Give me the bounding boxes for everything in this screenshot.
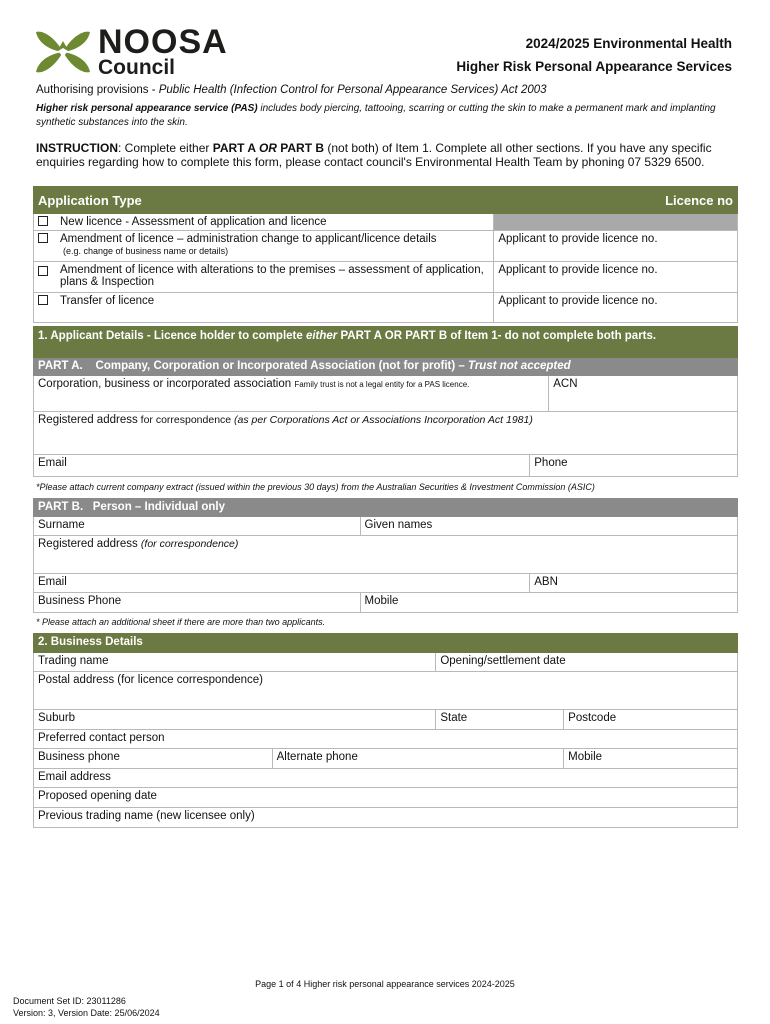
checkbox-amendment-premises[interactable]	[38, 266, 48, 276]
document-set-id: Document Set ID: 23011286	[13, 996, 126, 1006]
part-a-title: Company, Corporation or Incorporated Association (not for profit) –	[95, 360, 468, 372]
instruction-part-a: PART A	[212, 141, 259, 155]
part-a-label: PART A.	[38, 360, 83, 372]
option-label: Amendment of licence – administration change to applicant/licence details	[60, 233, 437, 245]
option-label: Transfer of licence	[60, 295, 155, 307]
registered-address-for: for correspondence	[137, 414, 235, 426]
authorising-prefix: Authorising provisions -	[36, 84, 159, 96]
surname-field[interactable]: Surname	[34, 517, 361, 536]
given-names-field[interactable]: Given names	[360, 517, 737, 536]
section-1-heading-text: 1. Applicant Details - Licence holder to complete	[38, 330, 306, 342]
applicant-details-table	[33, 326, 738, 477]
licence-no-cell-disabled	[494, 214, 738, 231]
registered-address-note: (as per Corporations Act or Associations Incorporation Act 1981)	[234, 414, 533, 426]
business-phone-field[interactable]: Business phone	[34, 749, 273, 769]
postcode-field[interactable]: Postcode	[564, 710, 738, 730]
asic-footnote: *Please attach current company extract (issued within the previous 30 days) from the Australian Securities & Investment Commission (ASIC)	[36, 482, 595, 492]
alternate-phone-field[interactable]: Alternate phone	[272, 749, 564, 769]
trading-name-field[interactable]: Trading name	[34, 653, 436, 672]
contact-person-field[interactable]: Preferred contact person	[34, 730, 738, 749]
registered-address-field[interactable]	[34, 412, 738, 455]
registered-address-label: Registered address	[38, 414, 138, 426]
instruction-part-b: PART B	[276, 141, 325, 155]
instruction	[36, 141, 736, 169]
mobile-field-b[interactable]: Mobile	[360, 593, 737, 613]
application-type-table	[33, 186, 738, 323]
leaf-emblem-icon	[34, 26, 92, 78]
noosa-council-logo	[34, 23, 249, 79]
title-line-1: 2024/2025 Environmental Health	[525, 36, 732, 51]
phone-field-a[interactable]: Phone	[530, 455, 738, 477]
licence-no-heading: Licence no	[494, 187, 738, 214]
section-1-heading-rest: PART A OR PART B of Item 1- do not complete both parts.	[337, 330, 657, 342]
instruction-text-1: : Complete either	[118, 141, 213, 155]
licence-no-field[interactable]: Applicant to provide licence no.	[494, 293, 738, 323]
option-label: New licence - Assessment of application and licence	[60, 216, 327, 228]
logo-noosa-text: NOOSA	[98, 23, 228, 61]
instruction-text-2: (not both) of Item 1. Complete all other sections. If you have any specific enquiries regarding how to complete this form, please contact council's Environmental Health Team by phoning 07 5329 6500.	[36, 141, 712, 169]
mobile-field[interactable]: Mobile	[564, 749, 738, 769]
document-meta	[13, 995, 160, 1019]
opening-date-field[interactable]: Opening/settlement date	[436, 653, 738, 672]
pas-term: Higher risk personal appearance service (PAS)	[36, 103, 258, 114]
registered-address-b-label: Registered address	[38, 538, 141, 550]
proposed-opening-date-field[interactable]: Proposed opening date	[34, 788, 738, 808]
business-phone-field-b[interactable]: Business Phone	[34, 593, 361, 613]
registered-address-field-b[interactable]	[34, 536, 738, 574]
option-row	[34, 214, 494, 231]
pas-definition: includes body piercing, tattooing, scarring or cutting the skin to make a permanent mark and implanting synthetic substances into the skin.	[36, 103, 716, 128]
email-address-field[interactable]: Email address	[34, 769, 738, 788]
postal-address-field[interactable]: Postal address (for licence correspondence)	[34, 672, 738, 710]
part-a-heading	[34, 358, 738, 376]
suburb-field[interactable]: Suburb	[34, 710, 436, 730]
authorising-provisions	[36, 84, 547, 96]
checkbox-transfer[interactable]	[38, 295, 48, 305]
part-b-label: PART B.	[38, 501, 84, 513]
email-field-b[interactable]: Email	[34, 574, 530, 593]
authorising-act: Public Health (Infection Control for Personal Appearance Services) Act 2003	[158, 84, 547, 96]
checkbox-amendment-admin[interactable]	[38, 233, 48, 243]
checkbox-new-licence[interactable]	[38, 216, 48, 226]
trust-not-accepted: Trust not accepted	[468, 360, 571, 372]
previous-trading-name-field[interactable]: Previous trading name (new licensee only)	[34, 808, 738, 828]
option-label: Amendment of licence with alterations to the premises – assessment of application, plans & Inspection	[60, 264, 484, 288]
page-footer: Page 1 of 4 Higher risk personal appearance services 2024-2025	[255, 979, 515, 989]
abn-field[interactable]: ABN	[530, 574, 738, 593]
licence-no-field[interactable]: Applicant to provide licence no.	[494, 262, 738, 293]
title-line-2: Higher Risk Personal Appearance Services	[456, 59, 732, 74]
section-2-heading: 2. Business Details	[34, 634, 738, 653]
additional-sheet-footnote: * Please attach an additional sheet if there are more than two applicants.	[36, 617, 326, 627]
application-type-heading: Application Type	[34, 187, 494, 214]
instruction-or: OR	[258, 141, 277, 155]
option-row	[34, 293, 494, 323]
version-info: Version: 3, Version Date: 25/06/2024	[13, 1008, 160, 1018]
pas-description	[36, 102, 736, 130]
option-note: (e.g. change of business name or details)	[63, 246, 229, 256]
section-1-heading	[34, 327, 738, 358]
email-field-a[interactable]: Email	[34, 455, 530, 477]
business-details-table	[33, 633, 738, 828]
part-b-title: Person – Individual only	[92, 501, 226, 513]
registered-address-b-note: (for correspondence)	[140, 538, 239, 550]
part-b-heading	[34, 499, 738, 517]
section-1-either: either	[305, 330, 338, 342]
corporation-field[interactable]	[34, 376, 549, 412]
part-b-table	[33, 498, 738, 613]
instruction-label: INSTRUCTION	[36, 141, 118, 155]
corporation-label: Corporation, business or incorporated association	[38, 378, 292, 390]
corporation-note: Family trust is not a legal entity for a PAS licence.	[294, 380, 470, 389]
acn-field[interactable]: ACN	[549, 376, 738, 412]
option-row	[34, 231, 494, 262]
option-row	[34, 262, 494, 293]
document-title	[456, 32, 732, 78]
licence-no-field[interactable]: Applicant to provide licence no.	[494, 231, 738, 262]
logo-council-text: Council	[98, 56, 175, 79]
state-field[interactable]: State	[436, 710, 564, 730]
